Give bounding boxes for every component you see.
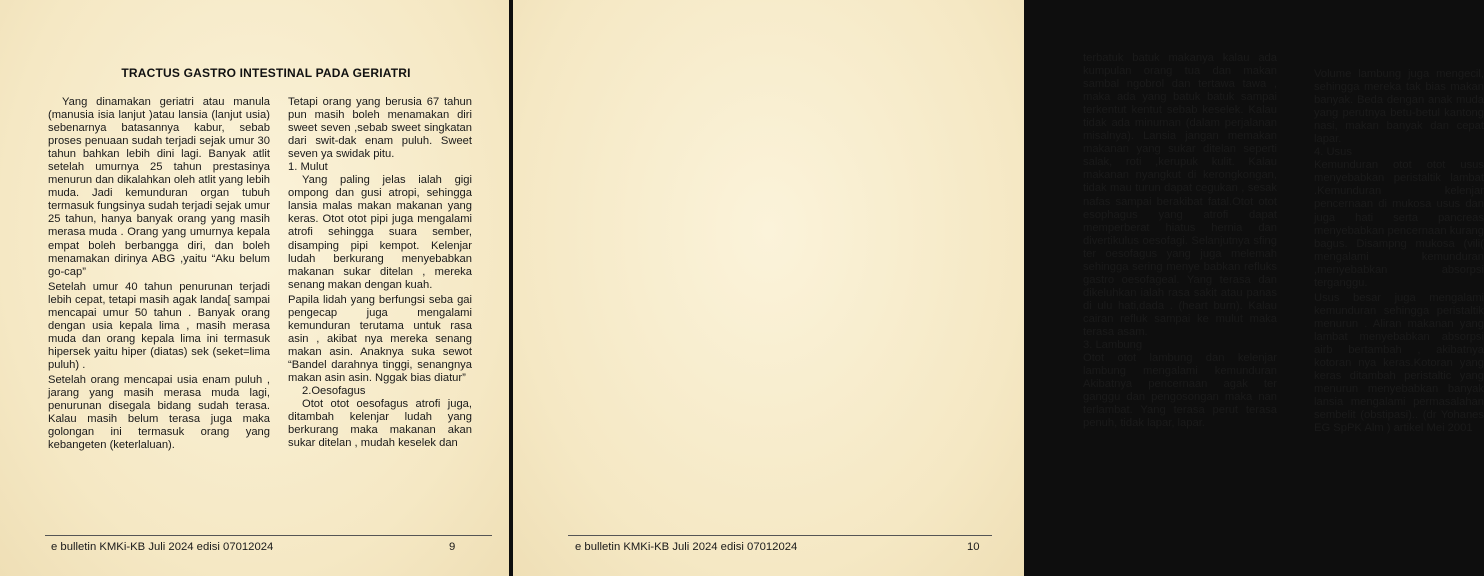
- section-heading-mulut: 1. Mulut: [288, 161, 328, 174]
- paragraph: Tetapi orang yang berusia 67 tahun pun masih boleh menamakan diri sweet seven ,sebab sweet singkatan dari swit-dak enam puluh. Sweet seven ya swidak pitu.: [288, 96, 472, 161]
- paragraph: Setelah orang mencapai usia enam puluh , jarang yang masih merasa muda lagi, penurunan disegala bidang sudah terasa. Kalau masih belum terasa juga maka golongan ini termasuk orang yang kebangeten (keterlaluan).: [48, 373, 270, 452]
- article-title: TRACTUS GASTRO INTESTINAL PADA GERIATRI: [121, 66, 411, 80]
- paragraph: Papila lidah yang berfungsi seba gai pengecap juga mengalami kemunduran terutama untuk rasa asin , akibat nya mereka senang makan asin. Anaknya suka sewot “Bandel darahnya tinggi, senangnya makan asin asin. Nggak bias diatur”: [288, 293, 472, 384]
- paragraph: Otot otot oesofagus atrofi juga, ditambah kelenjar ludah yang berkurang maka makanan akan sukar ditelan , mudah keselek dan: [288, 398, 472, 450]
- footer-text: e bulletin KMKi-KB Juli 2024 edisi 07012024: [575, 541, 798, 553]
- page-number: 9: [449, 541, 456, 553]
- footer-text: e bulletin KMKi-KB Juli 2024 edisi 07012024: [51, 541, 274, 553]
- paragraph: Volume lambung juga mengecil, sehingga mereka tak bias makan banyak. Beda dengan anak muda yang perutnya betu-betul kantong nasi, makan banyak dan cepat lapar.: [1314, 68, 1484, 146]
- left-column-2: [288, 96, 472, 450]
- footer-divider: [45, 535, 492, 536]
- section-heading-lambung: 3. Lambung: [1083, 339, 1143, 352]
- left-column-1: [48, 96, 270, 452]
- right-page: [513, 0, 1484, 576]
- page-number: 10: [967, 541, 980, 553]
- paragraph: Yang dinamakan geriatri atau manula (manusia isia lanjut )atau lansia (lanjut usia) sebenarnya batasannya kabur, sebab proses penuaan sudah terjadi sejak umur 30 tahun bahkan lebih dini lagi. Banyak atlit setelah umurnya 25 tahun prestasinya menurun dan dikalahkan oleh atlit yang lebih muda. Jadi kemunduran organ tubuh termasuk fungsinya sudah terjadi sejak umur 25 tahun, hanya banyak orang yang masih merasa muda . Orang yang umurnya kepala empat boleh berbangga diri, dan boleh menamakan dirinya ABG ,yaitu “Aku belum go-cap”: [48, 96, 270, 278]
- paragraph: Otot otot lambung dan kelenjar lambung mengalami kemunduran Akibatnya pencernaan agak ter ganggu dan pengosongan maka nan terlambat. Yang terasa perut terasa penuh, tidak lapar, lapar.: [1083, 352, 1277, 430]
- footer-divider: [568, 535, 992, 536]
- section-heading-oesofagus: 2.Oesofagus: [302, 385, 366, 398]
- paragraph: Yang paling jelas ialah gigi ompong dan gusi atropi, sehingga lansia malas makan makanan yang keras. Otot otot pipi juga mengalami atrofi sehingga suara sember, disamping pipi kempot. Kelenjar ludah berkurang menyebabkan makanan sukar ditelan , mereka senang makan dengan kuah.: [288, 174, 472, 291]
- paragraph: Usus besar juga mengalami kemunduran sehingga peristaltik menurun . Aliran makanan yang lambat menyebabkan absorpsi airb bertambah , akibatnya kotoran nya keras.Kotoran yang keras ditambah peristaltic yang menurun menyebabkan banyak lansia mengalami permasalahan sembelit (obstipasi).. (dr Yohanes EG SpPK Alm ) artikel Mei 2001: [1314, 291, 1484, 435]
- right-column-1: [1083, 52, 1277, 430]
- paragraph: Kemunduran otot otot usus menyebabkan peristaltik lambat .Kemunduran kelenjar pencernaan di mukosa usus dan juga hati serta pancreas menyebabkan pencernaan kurang bagus. Disampng mukosa (vili( mengalami kemunduran ,menyebabkan absorpsi terganggu.: [1314, 159, 1484, 289]
- right-column-2: [1314, 68, 1484, 435]
- paragraph: Setelah umur 40 tahun penurunan terjadi lebih cepat, tetapi masih agak landa[ sampai mencapai umur 50 tahun . Banyak orang dengan usia kepala lima , masih merasa muda dan orang kepala lima ini termasuk hipersek yaitu hiper (diatas) sek (seket=lima puluh) .: [48, 280, 270, 371]
- section-heading-usus: 4. Usus: [1314, 146, 1352, 159]
- left-page: [0, 0, 509, 576]
- paragraph: terbatuk batuk makanya kalau ada kumpulan orang tua dan makan sambal ngobrol dan tertawa tawa , maka ada yang batuk batuk sampai terkentut kentut sebab keselek. Kalau tidak ada minuman (dalam perjalanan misalnya). Lansia jangan memakan makanan yang sukar ditelan seperti salak, roti ,kerupuk kulit. Kalau makanan nyangkut di kerongkongan, tidak mau turun dapat cegukan , sesak nafas sampai berakibat fatal.Otot otot esophagus yang atrofi dapat memperberat hiatus hernia dan divertikulus oesofagi. Selanjutnya sfing ter oesofagus yang juga melemah sehingga sering menye babkan refluks gastro oesofageal. Yang terasa dan dikeluhkan ialah rasa sakit atau panas di ulu hati,dada . (heart burn). Kalau cairan refluk sampai ke mulut maka terasa asam.: [1083, 52, 1277, 338]
